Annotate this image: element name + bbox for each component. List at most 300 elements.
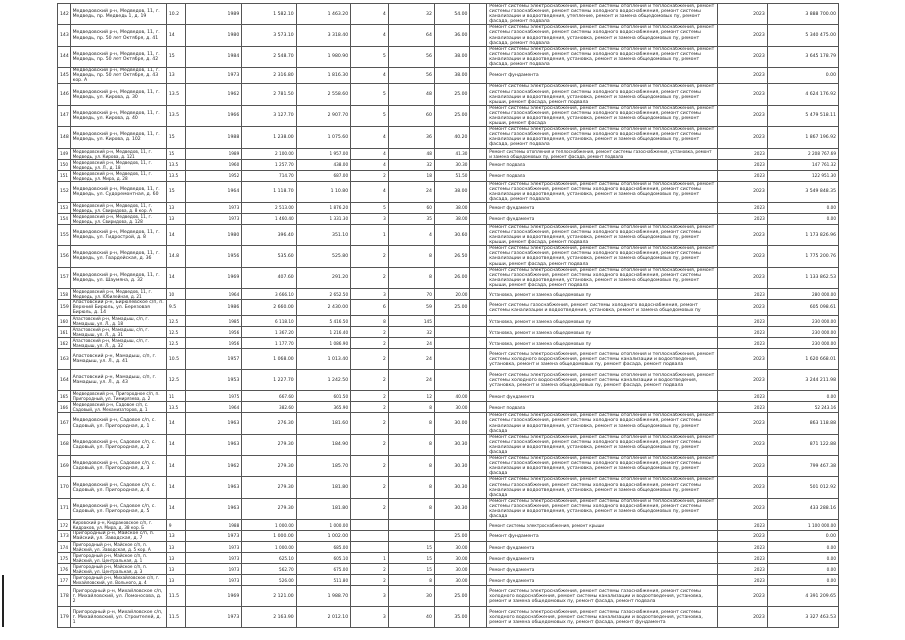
total-area-cell: 3 573.10 <box>242 25 296 46</box>
row-number: 161 <box>58 327 71 338</box>
entrances-cell: 5 <box>351 84 389 105</box>
year-cell: 1973 <box>185 213 242 224</box>
address-cell: Медведовский р-н, Садовое с/п, с. Садовый, ул. Пригородная, д. 2 <box>70 434 166 455</box>
gap-cell <box>470 402 487 413</box>
residents-cell <box>434 316 470 327</box>
floors-cell: 10.2 <box>166 4 185 25</box>
total-area-cell: 1 460.40 <box>242 213 296 224</box>
total-area-cell: 279.30 <box>242 434 296 455</box>
row-number: 162 <box>58 338 71 349</box>
floors-cell: 11.5 <box>166 607 185 628</box>
year-cell: 1985 <box>185 316 242 327</box>
floors-cell: 15 <box>166 148 185 159</box>
works-cell: Ремонт фундамента <box>487 575 717 586</box>
planned-year-cell: 2023 <box>717 456 767 477</box>
planned-year-cell: 2023 <box>717 202 767 213</box>
apartments-cell: 4 <box>388 224 434 245</box>
living-area-cell: 365.90 <box>296 402 350 413</box>
works-cell: Ремонт системы электроснабжения, ремонт системы отопления и теплоснабжения, ремонт системы газоснабжения, ремонт системы холодного водоснабжения, ремонт системы канализации и водоотведения, установка, ремонт и замена общедомовых пу, ремонт фасада <box>487 413 717 434</box>
cost-cell: 1 173 826.96 <box>767 224 838 245</box>
floors-cell: 12.5 <box>166 370 185 391</box>
works-cell: Ремонт фундамента <box>487 202 717 213</box>
cost-cell: 799 467.38 <box>767 456 838 477</box>
gap-cell <box>470 477 487 498</box>
total-area-cell: 2 513.00 <box>242 202 296 213</box>
table-row <box>58 46 839 67</box>
year-cell: 1973 <box>185 564 242 575</box>
row-number: 147 <box>58 105 71 126</box>
table-row <box>58 327 839 338</box>
entrances-cell: 2 <box>351 170 389 181</box>
works-cell: Ремонт системы электроснабжения, ремонт системы отопления и теплоснабжения, ремонт системы газоснабжения, ремонт системы холодного водоснабжения, ремонт системы канализации и водоотведения, установка, ремонт и замена общедомовых пу, ремонт крыши, ремонт фасада <box>487 105 717 126</box>
table-row <box>58 349 839 370</box>
address-cell: Медведовский р-н, Медведов, 11, г. Медведь, ул. Шаумяна, д. 32 <box>70 267 166 288</box>
address-cell: Апастовский р-н, Мамадыш, с/п, г. Мамадыш, ул. Л., д. 18 <box>70 316 166 327</box>
apartments-cell: 60 <box>388 105 434 126</box>
living-area-cell: 181.80 <box>296 477 350 498</box>
address-cell: Медведовский р-н, Медведов, 11, г. Медведь, ул. Гвардейская, д. 36 <box>70 246 166 267</box>
planned-year-cell: 2023 <box>717 105 767 126</box>
row-number: 164 <box>58 370 71 391</box>
residents-cell: 35.00 <box>434 607 470 628</box>
year-cell: 1980 <box>185 25 242 46</box>
floors-cell: 13 <box>166 531 185 542</box>
address-cell: Апастовский р-н, Мамадыш, с/п, г. Мамадыш, ул. Л., д. 43 <box>70 370 166 391</box>
apartments-cell: 24 <box>388 349 434 370</box>
row-number: 175 <box>58 553 71 564</box>
total-area-cell: 667.60 <box>242 391 296 402</box>
year-cell: 1962 <box>185 456 242 477</box>
floors-cell: 15 <box>166 127 185 148</box>
cost-cell: 52 243.16 <box>767 402 838 413</box>
living-area-cell: 1 957.00 <box>296 148 350 159</box>
total-area-cell: 2 548.70 <box>242 46 296 67</box>
floors-cell: 10 <box>166 289 185 300</box>
entrances-cell: 4 <box>351 148 389 159</box>
gap-cell <box>470 84 487 105</box>
total-area-cell: 1 000.00 <box>242 531 296 542</box>
planned-year-cell: 2023 <box>717 4 767 25</box>
living-area-cell: 291.20 <box>296 267 350 288</box>
entrances-cell: 2 <box>351 327 389 338</box>
residents-cell: 51.50 <box>434 170 470 181</box>
total-area-cell: 2 163.90 <box>242 607 296 628</box>
planned-year-cell: 2023 <box>717 289 767 300</box>
gap-cell <box>470 327 487 338</box>
entrances-cell: 4 <box>351 127 389 148</box>
residents-cell: 38.00 <box>434 202 470 213</box>
row-number: 155 <box>58 224 71 245</box>
row-number: 159 <box>58 300 71 316</box>
planned-year-cell: 2023 <box>717 84 767 105</box>
floors-cell: 15 <box>166 46 185 67</box>
planned-year-cell: 2023 <box>717 300 767 316</box>
planned-year-cell: 2023 <box>717 413 767 434</box>
floors-cell: 13 <box>166 575 185 586</box>
works-cell: Ремонт системы электроснабжения, ремонт системы отопления и теплоснабжения, ремонт системы газоснабжения, ремонт системы холодного водоснабжения, ремонт системы канализации и водоотведения, установка, ремонт и замена общедомовых пу, ремонт фасада, ремонт подвала <box>487 127 717 148</box>
residents-cell: 38.00 <box>434 46 470 67</box>
entrances-cell: 2 <box>351 391 389 402</box>
table-row <box>58 498 839 519</box>
row-number: 177 <box>58 575 71 586</box>
address-cell: Медведовский р-н, Медведов, 11, г. Медведь, ул. Кирова, д. 30 <box>70 84 166 105</box>
year-cell: 1960 <box>185 159 242 170</box>
planned-year-cell: 2023 <box>717 159 767 170</box>
row-number: 172 <box>58 520 71 531</box>
table-row <box>58 413 839 434</box>
apartments-cell: 56 <box>388 68 434 84</box>
year-cell: 1956 <box>185 338 242 349</box>
floors-cell: 13.5 <box>166 402 185 413</box>
cost-cell: 3 244 211.98 <box>767 370 838 391</box>
floors-cell: 11.5 <box>166 586 185 607</box>
total-area-cell: 279.30 <box>242 498 296 519</box>
works-cell: Ремонт системы электроснабжения, ремонт системы отопления и теплоснабжения, ремонт системы холодного водоснабжения, ремонт системы канализации и водоотведения, установка, ремонт и замена общедомовых пу, ремонт фасада, ремонт подвала <box>487 349 717 370</box>
apartments-cell: 8 <box>388 498 434 519</box>
residents-cell: 38.00 <box>434 181 470 202</box>
works-cell: Установка, ремонт и замена общедомовых пу <box>487 289 717 300</box>
address-cell: Кировский р-н, Кидраковское с/п, г. Кидраков, ул. Мира, д. 38 кор. Б <box>70 520 166 531</box>
entrances-cell: 3 <box>351 607 389 628</box>
address-cell: Медведовский р-н, Медведов, 11, г. Медведь, пр. 50 лет Октября, д. 43 кор. А <box>70 68 166 84</box>
address-cell: Медведовский р-н, Пригородное с/п, п. Пригородный, ул. Тимирязева, д. 2 <box>70 391 166 402</box>
cost-cell: 1 100 000.00 <box>767 520 838 531</box>
cost-cell: 147 761.32 <box>767 159 838 170</box>
works-cell: Ремонт системы электроснабжения, ремонт системы отопления и теплоснабжения, ремонт системы газоснабжения, ремонт системы холодного водоснабжения, ремонт системы канализации и водоотведения, установка, ремонт и замена общедомовых пу, ремонт фасада, ремонт подвала <box>487 25 717 46</box>
total-area-cell: 279.30 <box>242 456 296 477</box>
planned-year-cell: 2023 <box>717 349 767 370</box>
works-cell: Ремонт системы электроснабжения, ремонт системы отопления и теплоснабжения, ремонт системы газоснабжения, ремонт системы холодного водоснабжения, ремонт системы канализации и водоотведения, установка, ремонт и замена общедомовых пу, ремонт фасада <box>487 456 717 477</box>
planned-year-cell: 2023 <box>717 316 767 327</box>
living-area-cell: 438.00 <box>296 159 350 170</box>
apartments-cell: 30 <box>388 586 434 607</box>
residents-cell: 30.00 <box>434 542 470 553</box>
row-number: 153 <box>58 202 71 213</box>
gap-cell <box>470 181 487 202</box>
address-cell: Медведовский р-н, Медведов, 11, г. Медведь, пр. Медведь 1, д. 19 <box>70 4 166 25</box>
table-row <box>58 267 839 288</box>
address-cell: Апастовский р-н, Мамадыш, с/п, г. Мамадыш, ул. Л., д. 31 <box>70 327 166 338</box>
works-cell: Ремонт фундамента <box>487 531 717 542</box>
table-row <box>58 586 839 607</box>
row-number: 163 <box>58 349 71 370</box>
living-area-cell: 511.80 <box>296 575 350 586</box>
apartments-cell: 8 <box>388 246 434 267</box>
planned-year-cell: 2023 <box>717 564 767 575</box>
total-area-cell: 3 127.70 <box>242 105 296 126</box>
table-row <box>58 213 839 224</box>
total-area-cell: 2 100.00 <box>242 148 296 159</box>
cost-cell: 5 340 475.00 <box>767 25 838 46</box>
planned-year-cell: 2023 <box>717 25 767 46</box>
apartments-cell: 32 <box>388 4 434 25</box>
residents-cell: 25.00 <box>434 586 470 607</box>
living-area-cell: 1 816.30 <box>296 68 350 84</box>
table-row <box>58 607 839 628</box>
floors-cell: 13.5 <box>166 84 185 105</box>
address-cell: Медведовский р-н, Медведов, 11, г. Медведь, ул. Свиридова, д. 128 <box>70 213 166 224</box>
apartments-cell: 15 <box>388 553 434 564</box>
cost-cell: 863 118.88 <box>767 413 838 434</box>
cost-cell: 230 000.00 <box>767 327 838 338</box>
apartments-cell: 70 <box>388 289 434 300</box>
table-row <box>58 68 839 84</box>
residents-cell: 30.60 <box>434 224 470 245</box>
address-cell: Медведовский р-н, Медведов, 11, г. Медведь, ул. Гидрострой, д. 8 <box>70 224 166 245</box>
gap-cell <box>470 434 487 455</box>
total-area-cell: 625.10 <box>242 553 296 564</box>
table-row <box>58 148 839 159</box>
total-area-cell: 1 177.70 <box>242 338 296 349</box>
row-number: 169 <box>58 456 71 477</box>
table-row <box>58 391 839 402</box>
living-area-cell: 185.70 <box>296 456 350 477</box>
total-area-cell: 562.70 <box>242 564 296 575</box>
entrances-cell: 5 <box>351 105 389 126</box>
cost-cell: 3 645 178.79 <box>767 46 838 67</box>
total-area-cell: 535.60 <box>242 246 296 267</box>
apartments-cell: 32 <box>388 159 434 170</box>
table-row <box>58 181 839 202</box>
living-area-cell: 1 086.90 <box>296 338 350 349</box>
year-cell: 1963 <box>185 413 242 434</box>
cost-cell: 230 000.00 <box>767 338 838 349</box>
living-area-cell: 3 318.40 <box>296 25 350 46</box>
year-cell: 1986 <box>185 300 242 316</box>
gap-cell <box>470 370 487 391</box>
floors-cell: 14 <box>166 477 185 498</box>
cost-cell: 122 951.30 <box>767 170 838 181</box>
planned-year-cell: 2023 <box>717 542 767 553</box>
works-cell: Ремонт системы электроснабжения, ремонт системы отопления и теплоснабжения, ремонт системы газоснабжения, ремонт системы холодного водоснабжения, ремонт системы канализации и водоотведения, установка, ремонт и замена общедомовых пу, ремонт фасада, ремонт подвала <box>487 46 717 67</box>
entrances-cell: 8 <box>351 316 389 327</box>
apartments-cell: 48 <box>388 148 434 159</box>
apartments-cell: 8 <box>388 434 434 455</box>
works-cell: Ремонт системы отопления и теплоснабжения, ремонт системы газоснабжения, установка, ремонт и замена общедомовых пу, ремонт фасада, ремонт подвала <box>487 148 717 159</box>
total-area-cell: 6 118.10 <box>242 316 296 327</box>
address-cell: Медведовский р-н, Медведов, 11, г. Медведь, пр. 50 лет Октября, д. 42 <box>70 46 166 67</box>
row-number: 149 <box>58 148 71 159</box>
works-cell: Ремонт фундамента <box>487 553 717 564</box>
row-number: 178 <box>58 586 71 607</box>
address-cell: Медведовский р-н, Медведов, 11, г. Медведь, пр. 50 лет Октября, д. 41 <box>70 25 166 46</box>
entrances-cell: 2 <box>351 434 389 455</box>
works-cell: Установка, ремонт и замена общедомовых пу <box>487 316 717 327</box>
address-cell: Апастовский р-н, Мамадыш, с/п, г. Мамадыш, ул. Л., д. 32 <box>70 338 166 349</box>
entrances-cell: 4 <box>351 25 389 46</box>
address-cell: Медведовский р-н, Медведов, 11, г. Медведь, ул. Мира, д. 28 <box>70 170 166 181</box>
entrances-cell: 5 <box>351 202 389 213</box>
entrances-cell: 2 <box>351 402 389 413</box>
works-cell: Ремонт подвала <box>487 159 717 170</box>
residents-cell: 20.00 <box>434 289 470 300</box>
apartments-cell: 32 <box>388 327 434 338</box>
cost-cell: 0.00 <box>767 564 838 575</box>
floors-cell: 14 <box>166 413 185 434</box>
entrances-cell: 2 <box>351 477 389 498</box>
gap-cell <box>470 127 487 148</box>
gap-cell <box>470 148 487 159</box>
table-row <box>58 434 839 455</box>
planned-year-cell: 2023 <box>717 267 767 288</box>
year-cell: 1973 <box>185 68 242 84</box>
residents-cell: 30.00 <box>434 553 470 564</box>
table-row <box>58 84 839 105</box>
gap-cell <box>470 575 487 586</box>
table-row <box>58 520 839 531</box>
gap-cell <box>470 520 487 531</box>
cost-cell: 0.00 <box>767 213 838 224</box>
total-area-cell: 407.60 <box>242 267 296 288</box>
row-number: 145 <box>58 68 71 84</box>
address-cell: Медведовский р-н, Медведов, 11, г. Медведь, ул. Свиридова, д. 8 кор. А <box>70 202 166 213</box>
address-cell: Медведовский р-н, Медведов, 11, г. Медведь, ул. Л., д. 18 <box>70 159 166 170</box>
row-number: 150 <box>58 159 71 170</box>
year-cell: 1963 <box>185 498 242 519</box>
cost-cell: 1 867 196.92 <box>767 127 838 148</box>
cost-cell: 280 000.00 <box>767 289 838 300</box>
total-area-cell: 526.00 <box>242 575 296 586</box>
apartments-cell: 15 <box>388 542 434 553</box>
apartments-cell: 40 <box>388 607 434 628</box>
total-area-cell: 1 118.70 <box>242 181 296 202</box>
entrances-cell: 2 <box>351 498 389 519</box>
year-cell: 1975 <box>185 391 242 402</box>
residents-cell <box>434 338 470 349</box>
living-area-cell: 1 216.40 <box>296 327 350 338</box>
planned-year-cell: 2023 <box>717 327 767 338</box>
works-cell: Ремонт системы газоснабжения, ремонт системы холодного водоснабжения, ремонт системы канализации и водоотведения, установка, ремонт и замена общедомовых пу <box>487 300 717 316</box>
address-cell: Медведовский р-н, Медведов, 11, г. Медведь, ул. Кирова, д. 40 <box>70 105 166 126</box>
living-area-cell: 1 10.80 <box>296 181 350 202</box>
gap-cell <box>470 338 487 349</box>
year-cell: 1952 <box>185 170 242 181</box>
total-area-cell: 1 238.00 <box>242 127 296 148</box>
works-cell: Ремонт системы электроснабжения, ремонт крыши <box>487 520 717 531</box>
entrances-cell: 6 <box>351 300 389 316</box>
year-cell: 1973 <box>185 553 242 564</box>
floors-cell: 14.8 <box>166 246 185 267</box>
cost-cell: 2 208 767.69 <box>767 148 838 159</box>
year-cell: 1963 <box>185 477 242 498</box>
residents-cell: 40.00 <box>434 391 470 402</box>
living-area-cell: 687.00 <box>296 170 350 181</box>
cost-cell: 3 549 848.35 <box>767 181 838 202</box>
residents-cell: 41.30 <box>434 148 470 159</box>
cost-cell: 1 775 200.76 <box>767 246 838 267</box>
residents-cell: 25.00 <box>434 105 470 126</box>
residents-cell: 25.00 <box>434 84 470 105</box>
living-area-cell: 1 463.20 <box>296 4 350 25</box>
apartments-cell: 24 <box>388 370 434 391</box>
table-row <box>58 542 839 553</box>
total-area-cell: 1 068.00 <box>242 349 296 370</box>
works-cell: Ремонт системы электроснабжения, ремонт системы отопления и теплоснабжения, ремонт системы газоснабжения, ремонт системы холодного водоснабжения, ремонт системы канализации и водоотведения, установка, ремонт и замена общедомовых пу, ремонт крыши, ремонт фасада, ремонт подвала <box>487 246 717 267</box>
apartments-cell: 145 <box>388 316 434 327</box>
floors-cell: 9.5 <box>166 300 185 316</box>
floors-cell: 13 <box>166 564 185 575</box>
living-area-cell: 1 075.60 <box>296 127 350 148</box>
apartments-cell: 56 <box>388 46 434 67</box>
apartments-cell: 8 <box>388 413 434 434</box>
planned-year-cell: 2023 <box>717 477 767 498</box>
planned-year-cell: 2023 <box>717 498 767 519</box>
total-area-cell: 396.40 <box>242 224 296 245</box>
residents-cell: 30.30 <box>434 159 470 170</box>
year-cell: 1969 <box>185 267 242 288</box>
cost-cell: 0.00 <box>767 68 838 84</box>
entrances-cell: 2 <box>351 456 389 477</box>
table-row <box>58 224 839 245</box>
table-row <box>58 127 839 148</box>
apartments-cell <box>388 520 434 531</box>
apartments-cell: 24 <box>388 338 434 349</box>
year-cell: 1956 <box>185 246 242 267</box>
year-cell: 1953 <box>185 370 242 391</box>
row-number: 146 <box>58 84 71 105</box>
floors-cell: 12.5 <box>166 338 185 349</box>
table-row <box>58 316 839 327</box>
works-cell: Ремонт системы электроснабжения, ремонт системы отопления и теплоснабжения, ремонт системы газоснабжения, ремонт системы холодного водоснабжения, ремонт системы канализации и водоотведения, установка, ремонт и замена общедомовых пу, ремонт фасада, ремонт подвала <box>487 181 717 202</box>
residents-cell: 25.00 <box>434 300 470 316</box>
works-cell: Ремонт системы электроснабжения, ремонт системы отопления и теплоснабжения, ремонт системы газоснабжения, ремонт системы холодного водоснабжения, ремонт системы канализации и водоотведения, установка, ремонт и замена общедомовых пу, ремонт крыши, ремонт фасада, ремонт подвала <box>487 84 717 105</box>
total-area-cell: 1 367.20 <box>242 327 296 338</box>
entrances-cell: 2 <box>351 349 389 370</box>
address-cell: Медведовский р-н, Медведов, 11, г. Медведь, ул. Кирова, д. 121 <box>70 148 166 159</box>
living-area-cell: 1 013.40 <box>296 349 350 370</box>
residents-cell: 30.30 <box>434 477 470 498</box>
cost-cell: 0.00 <box>767 202 838 213</box>
works-cell: Ремонт фундамента <box>487 391 717 402</box>
works-cell: Ремонт фундамента <box>487 564 717 575</box>
address-cell: Пригородный р-н, Михайловское с/п, г. Михайловский, ул. Строителей, д. 1 <box>70 607 166 628</box>
works-cell: Ремонт подвала <box>487 402 717 413</box>
floors-cell: 13 <box>166 202 185 213</box>
gap-cell <box>470 316 487 327</box>
address-cell: Медведовский р-н, Медведов, 11, г. Медведь, ул. Судоремонтная, д. 60 <box>70 181 166 202</box>
year-cell: 1964 <box>185 181 242 202</box>
row-number: 170 <box>58 477 71 498</box>
works-cell: Ремонт фундамента <box>487 68 717 84</box>
apartments-cell: 64 <box>388 25 434 46</box>
year-cell: 1989 <box>185 148 242 159</box>
gap-cell <box>470 25 487 46</box>
floors-cell: 11 <box>166 391 185 402</box>
year-cell: 1973 <box>185 607 242 628</box>
living-area-cell: 184.90 <box>296 434 350 455</box>
planned-year-cell: 2023 <box>717 246 767 267</box>
apartments-cell: 59 <box>388 300 434 316</box>
address-cell: Пригородный р-н, Майское с/п, п. Майский, ул. Центральная, д. 1 <box>70 553 166 564</box>
cost-cell: 871 122.88 <box>767 434 838 455</box>
entrances-cell: 5 <box>351 46 389 67</box>
year-cell: 1980 <box>185 224 242 245</box>
cost-cell: 605 098.61 <box>767 300 838 316</box>
table-row <box>58 105 839 126</box>
total-area-cell: 382.60 <box>242 402 296 413</box>
works-cell: Ремонт системы электроснабжения, ремонт системы отопления и теплоснабжения, ремонт системы газоснабжения, ремонт системы холодного водоснабжения, ремонт системы канализации и водоотведения, установка, ремонт и замена общедомовых пу, ремонт фасада <box>487 498 717 519</box>
planned-year-cell: 2023 <box>717 224 767 245</box>
residents-cell <box>434 349 470 370</box>
total-area-cell: 2 121.00 <box>242 586 296 607</box>
floors-cell: 13.5 <box>166 170 185 181</box>
year-cell: 1962 <box>185 84 242 105</box>
floors-cell: 13 <box>166 68 185 84</box>
year-cell: 1988 <box>185 127 242 148</box>
cost-cell: 4 624 176.92 <box>767 84 838 105</box>
living-area-cell: 2 558.60 <box>296 84 350 105</box>
works-cell: Ремонт системы электроснабжения, ремонт системы газоснабжения, ремонт системы холодного водоснабжения, ремонт системы канализации и водоотведения, установка, ремонт и замена общедомовых пу, ремонт фасада, ремонт фундамента <box>487 607 717 628</box>
